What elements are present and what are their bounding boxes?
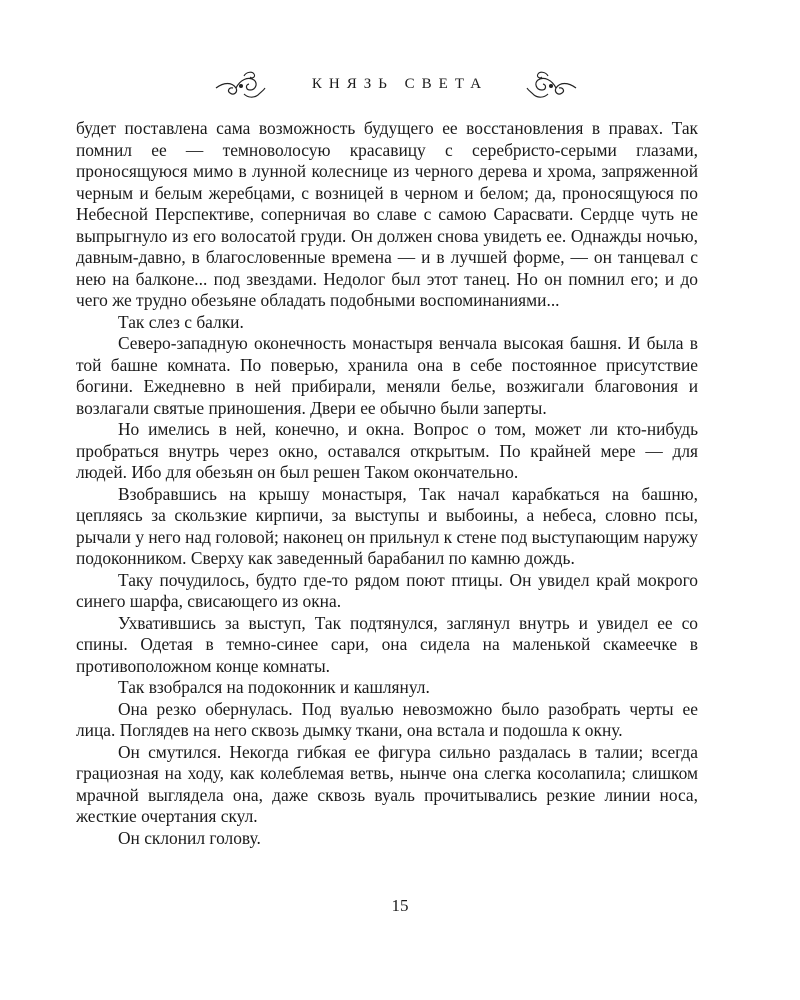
- paragraph: Северо-западную оконечность монастыря венчала высокая башня. И была в той башне комната. По поверью, хранила она в себе постоянное присутствие богини. Ежедневно в ней прибирали, меняли белье, возжигали благовония и возлагали святые приношения. Двери ее обычно были заперты.: [76, 333, 698, 418]
- page-header: [0, 68, 800, 104]
- paragraph: Она резко обернулась. Под вуалью невозможно было разобрать черты ее лица. Поглядев на него сквозь дымку ткани, она встала и подошла к окну.: [76, 698, 698, 740]
- page-number: 15: [391, 896, 409, 915]
- paragraph: Он смутился. Некогда гибкая ее фигура сильно раздалась в талии; всегда грациозная на ходу, как колеблемая ветвь, нынче она слегка косолапила; слишком мрачной выглядела она, даже сквозь вуаль прочитывались резкие линии носа, жесткие очертания скул.: [76, 741, 698, 826]
- paragraph: будет поставлена сама возможность будущего ее восстановления в правах. Так помнил ее — темноволосую красавицу с серебристо-серыми глазами, проносящуюся мимо в лунной колеснице из черного дерева и хрома, запряженной черным и белым жеребцами, с возницей в черном и белом; да, проносящуюся по Небесной Перспективе, соперничая во славе с самою Сарасвати. Сердце чуть не выпрыгнуло из его волосатой груди. Он должен снова увидеть ее. Однажды ночью, давным-давно, в благословенные времена — и в лучшей форме, — он танцевал с нею на балконе... под звездами. Недолог был этот танец. Но он помнил его; и до чего же трудно обезьяне обладать подобными воспоминаниями...: [76, 118, 698, 310]
- body-text: [76, 118, 698, 849]
- paragraph: Взобравшись на крышу монастыря, Так начал карабкаться на башню, цепляясь за скользкие кирпичи, за выступы и выбоины, а небеса, словно псы, рычали у него над головой; наконец он прильнул к стене под выступающим наружу подоконником. Сверху как заведенный барабанил по камню дождь.: [76, 483, 698, 568]
- paragraph: Но имелись в ней, конечно, и окна. Вопрос о том, может ли кто-нибудь пробраться внутрь через окно, оставался открытым. По крайней мере — для людей. Ибо для обезьян он был решен Таком окончательно.: [76, 419, 698, 482]
- paragraph: Таку почудилось, будто где-то рядом поют птицы. Он увидел край мокрого синего шарфа, свисающего из окна.: [76, 569, 698, 611]
- paragraph: Так взобрался на подоконник и кашлянул.: [118, 677, 430, 697]
- paragraph: Он склонил голову.: [118, 827, 261, 848]
- running-title: КНЯЗЬ СВЕТА: [311, 76, 489, 92]
- paragraph: Так слез с балки.: [118, 311, 244, 332]
- floral-ornament-icon: [526, 68, 578, 104]
- paragraph: Ухватившись за выступ, Так подтянулся, заглянул внутрь и увидел ее со спины. Одетая в темно-синее сари, она сидела на маленькой скамеечке в противоположном конце комнаты.: [76, 612, 698, 676]
